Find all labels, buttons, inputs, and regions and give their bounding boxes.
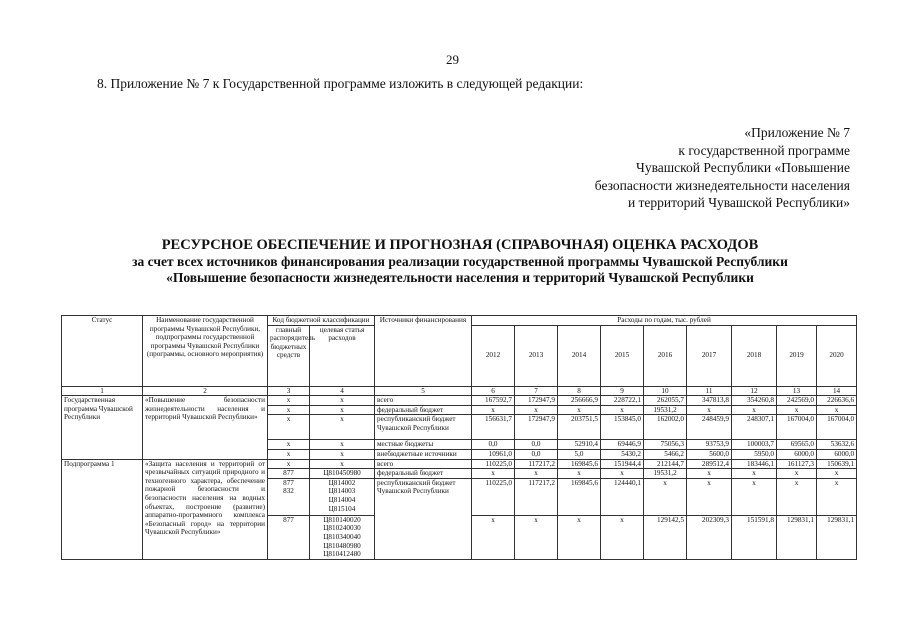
status-cell: Подпрограмма 1 [62, 459, 143, 559]
manager-cell: 877 [268, 469, 310, 479]
value-cell: 129831,1 [777, 515, 817, 559]
manager-cell: x [268, 396, 310, 406]
column-number: 14 [817, 386, 857, 396]
header-name: Наименование государственной программы Чувашской Республики, подпрограммы государственной программы Чувашской Республики (программы, основного мероприятия) [143, 316, 268, 387]
value-cell: 202309,3 [687, 515, 732, 559]
target-code: Ц810412480 [323, 550, 361, 559]
column-number: 6 [472, 386, 515, 396]
manager-cell: x [268, 459, 310, 469]
manager-cell: x [268, 415, 310, 440]
document-heading [60, 237, 860, 287]
target-cell: Ц810450980 [310, 469, 375, 479]
column-number: 11 [687, 386, 732, 396]
subprogram-name-cell: «Защита населения и территорий от чрезвычайных ситуаций природного и техногенного характера, обеспечение пожарной безопасности и безопасности населения на водных объектах, построение (развитие) аппаратно-программного комплекса «Безопасный город» на территории Чувашской Республики» [143, 459, 268, 559]
header-year: 2016 [644, 325, 687, 386]
value-cell: x [558, 515, 601, 559]
manager-cell: 877 [268, 515, 310, 559]
value-cell: 183446,1 [732, 459, 777, 469]
value-cell: x [558, 405, 601, 415]
value-cell: x [817, 469, 857, 479]
value-cell: x [515, 405, 558, 415]
value-cell: 289512,4 [687, 459, 732, 469]
header-year: 2012 [472, 325, 515, 386]
column-number: 8 [558, 386, 601, 396]
program-name-cell: «Повышение безопасности жизнедеятельности населения и территорий Чувашской Республики» [143, 396, 268, 459]
manager-cell: x [268, 449, 310, 459]
value-cell: 117217,2 [515, 478, 558, 515]
manager-code: 832 [283, 487, 294, 496]
appendix-reference [560, 124, 850, 212]
source-cell: внебюджетные источники [375, 449, 472, 459]
header-year: 2015 [601, 325, 644, 386]
value-cell: 5,0 [558, 449, 601, 459]
value-cell: 5600,0 [687, 449, 732, 459]
header-year: 2019 [777, 325, 817, 386]
table-row [62, 459, 857, 469]
value-cell: 110225,0 [472, 459, 515, 469]
value-cell: x [601, 469, 644, 479]
column-number: 13 [777, 386, 817, 396]
value-cell: 129831,1 [817, 515, 857, 559]
value-cell: 5950,0 [732, 449, 777, 459]
value-cell: 354260,8 [732, 396, 777, 406]
value-cell: 0,0 [472, 440, 515, 450]
manager-cell: x [268, 440, 310, 450]
value-cell: 242569,0 [777, 396, 817, 406]
value-cell: 167004,0 [777, 415, 817, 440]
value-cell: 53632,6 [817, 440, 857, 450]
header-year: 2020 [817, 325, 857, 386]
value-cell: 5430,2 [601, 449, 644, 459]
value-cell: x [687, 405, 732, 415]
heading-line-2: за счет всех источников финансирования реализации государственной программы Чувашской Республики [132, 253, 788, 269]
value-cell: 19531,2 [644, 469, 687, 479]
target-cell: x [310, 415, 375, 440]
header-budget-code: Код бюджетной классификации [268, 316, 375, 326]
value-cell: 169845,6 [558, 459, 601, 469]
header-year: 2014 [558, 325, 601, 386]
target-cell: x [310, 396, 375, 406]
source-cell: местные бюджеты [375, 440, 472, 450]
target-code: Ц810340040 [323, 532, 361, 541]
source-cell: республиканский бюджет Чувашской Республики [375, 415, 472, 440]
value-cell: 262055,7 [644, 396, 687, 406]
appendix-line: и территорий Чувашской Республики» [627, 195, 850, 210]
value-cell: 6000,0 [817, 449, 857, 459]
target-code: Ц810140020 [323, 515, 361, 524]
resource-table [61, 315, 857, 560]
value-cell: 0,0 [515, 440, 558, 450]
value-cell: x [687, 469, 732, 479]
column-number: 7 [515, 386, 558, 396]
target-cell: x [310, 440, 375, 450]
header-row [62, 316, 857, 326]
value-cell: x [732, 405, 777, 415]
column-number: 10 [644, 386, 687, 396]
status-cell: Государственная программа Чувашской Республики [62, 396, 143, 459]
header-year: 2013 [515, 325, 558, 386]
value-cell: 172947,9 [515, 396, 558, 406]
value-cell: 161127,3 [777, 459, 817, 469]
value-cell: 153845,0 [601, 415, 644, 440]
target-code: Ц815104 [328, 504, 356, 513]
value-cell: x [777, 405, 817, 415]
value-cell: x [601, 515, 644, 559]
column-number: 4 [310, 386, 375, 396]
column-number: 3 [268, 386, 310, 396]
value-cell: 0,0 [515, 449, 558, 459]
value-cell: x [515, 515, 558, 559]
value-cell: 203751,5 [558, 415, 601, 440]
value-cell: 226636,6 [817, 396, 857, 406]
target-code: Ц810480980 [323, 541, 361, 550]
value-cell: 93753,9 [687, 440, 732, 450]
value-cell: 228722,1 [601, 396, 644, 406]
source-cell: всего [375, 396, 472, 406]
column-number: 2 [143, 386, 268, 396]
value-cell: 129142,5 [644, 515, 687, 559]
source-cell: республиканский бюджет Чувашской Республики [375, 478, 472, 559]
value-cell: x [644, 478, 687, 515]
header-year: 2017 [687, 325, 732, 386]
target-cell [310, 515, 375, 559]
value-cell: 156631,7 [472, 415, 515, 440]
appendix-line: Чувашской Республики «Повышение [636, 160, 850, 175]
target-code: Ц814003 [328, 487, 356, 496]
target-cell: x [310, 405, 375, 415]
value-cell: 151591,8 [732, 515, 777, 559]
column-number: 9 [601, 386, 644, 396]
target-cell: x [310, 449, 375, 459]
value-cell: 172947,9 [515, 415, 558, 440]
value-cell: 124440,1 [601, 478, 644, 515]
value-cell: 162002,0 [644, 415, 687, 440]
value-cell: 52910,4 [558, 440, 601, 450]
header-expenses: Расходы по годам, тыс. рублей [472, 316, 857, 326]
target-code: Ц814002 [328, 478, 356, 487]
source-cell: всего [375, 459, 472, 469]
value-cell: 151944,4 [601, 459, 644, 469]
value-cell: x [558, 469, 601, 479]
manager-cell: x [268, 405, 310, 415]
target-code: Ц814004 [328, 495, 356, 504]
value-cell: x [732, 469, 777, 479]
page-number: 29 [446, 52, 459, 67]
value-cell: x [472, 515, 515, 559]
source-cell: федеральный бюджет [375, 469, 472, 479]
value-cell: x [777, 469, 817, 479]
header-status: Статус [62, 316, 143, 387]
value-cell: 110225,0 [472, 478, 515, 515]
column-number: 5 [375, 386, 472, 396]
header-target-article: целевая статья расходов [310, 325, 375, 386]
value-cell: 248307,1 [732, 415, 777, 440]
value-cell: x [732, 478, 777, 515]
header-year: 2018 [732, 325, 777, 386]
heading-line-1: РЕСУРСНОЕ ОБЕСПЕЧЕНИЕ И ПРОГНОЗНАЯ (СПРАВОЧНАЯ) ОЦЕНКА РАСХОДОВ [161, 237, 759, 253]
table-row [62, 396, 857, 406]
value-cell: x [687, 478, 732, 515]
value-cell: 69446,9 [601, 440, 644, 450]
header-sources: Источники финансирования [375, 316, 472, 387]
value-cell: 6000,0 [777, 449, 817, 459]
column-number: 1 [62, 386, 143, 396]
value-cell: 167004,0 [817, 415, 857, 440]
column-number: 12 [732, 386, 777, 396]
value-cell: 248459,9 [687, 415, 732, 440]
value-cell: 100003,7 [732, 440, 777, 450]
manager-cell [268, 478, 310, 515]
appendix-line: «Приложение № 7 [744, 125, 850, 140]
value-cell: x [601, 405, 644, 415]
value-cell: 19531,2 [644, 405, 687, 415]
value-cell: x [472, 469, 515, 479]
value-cell: x [817, 478, 857, 515]
value-cell: 5466,2 [644, 449, 687, 459]
value-cell: 150639,1 [817, 459, 857, 469]
value-cell: x [472, 405, 515, 415]
value-cell: x [777, 478, 817, 515]
target-cell [310, 478, 375, 515]
value-cell: 10961,0 [472, 449, 515, 459]
value-cell: 75056,3 [644, 440, 687, 450]
value-cell: 212144,7 [644, 459, 687, 469]
value-cell: 169845,6 [558, 478, 601, 515]
value-cell: 117217,2 [515, 459, 558, 469]
header-main-manager: главный распорядитель бюджетных средств [268, 325, 310, 386]
intro-paragraph: 8. Приложение № 7 к Государственной программе изложить в следующей редакции: [97, 76, 584, 91]
column-number-row [62, 386, 857, 396]
appendix-line: безопасности жизнедеятельности населения [594, 177, 850, 193]
value-cell: 167592,7 [472, 396, 515, 406]
heading-line-3: «Повышение безопасности жизнедеятельности населения и территорий Чувашской Республики [166, 270, 754, 285]
appendix-line: к государственной программе [678, 142, 850, 158]
target-cell: x [310, 459, 375, 469]
value-cell: 256666,9 [558, 396, 601, 406]
value-cell: x [817, 405, 857, 415]
source-cell: федеральный бюджет [375, 405, 472, 415]
value-cell: 69565,0 [777, 440, 817, 450]
value-cell: 347813,8 [687, 396, 732, 406]
target-code: Ц810240030 [323, 524, 361, 533]
manager-code: 877 [283, 478, 294, 487]
value-cell: x [515, 469, 558, 479]
